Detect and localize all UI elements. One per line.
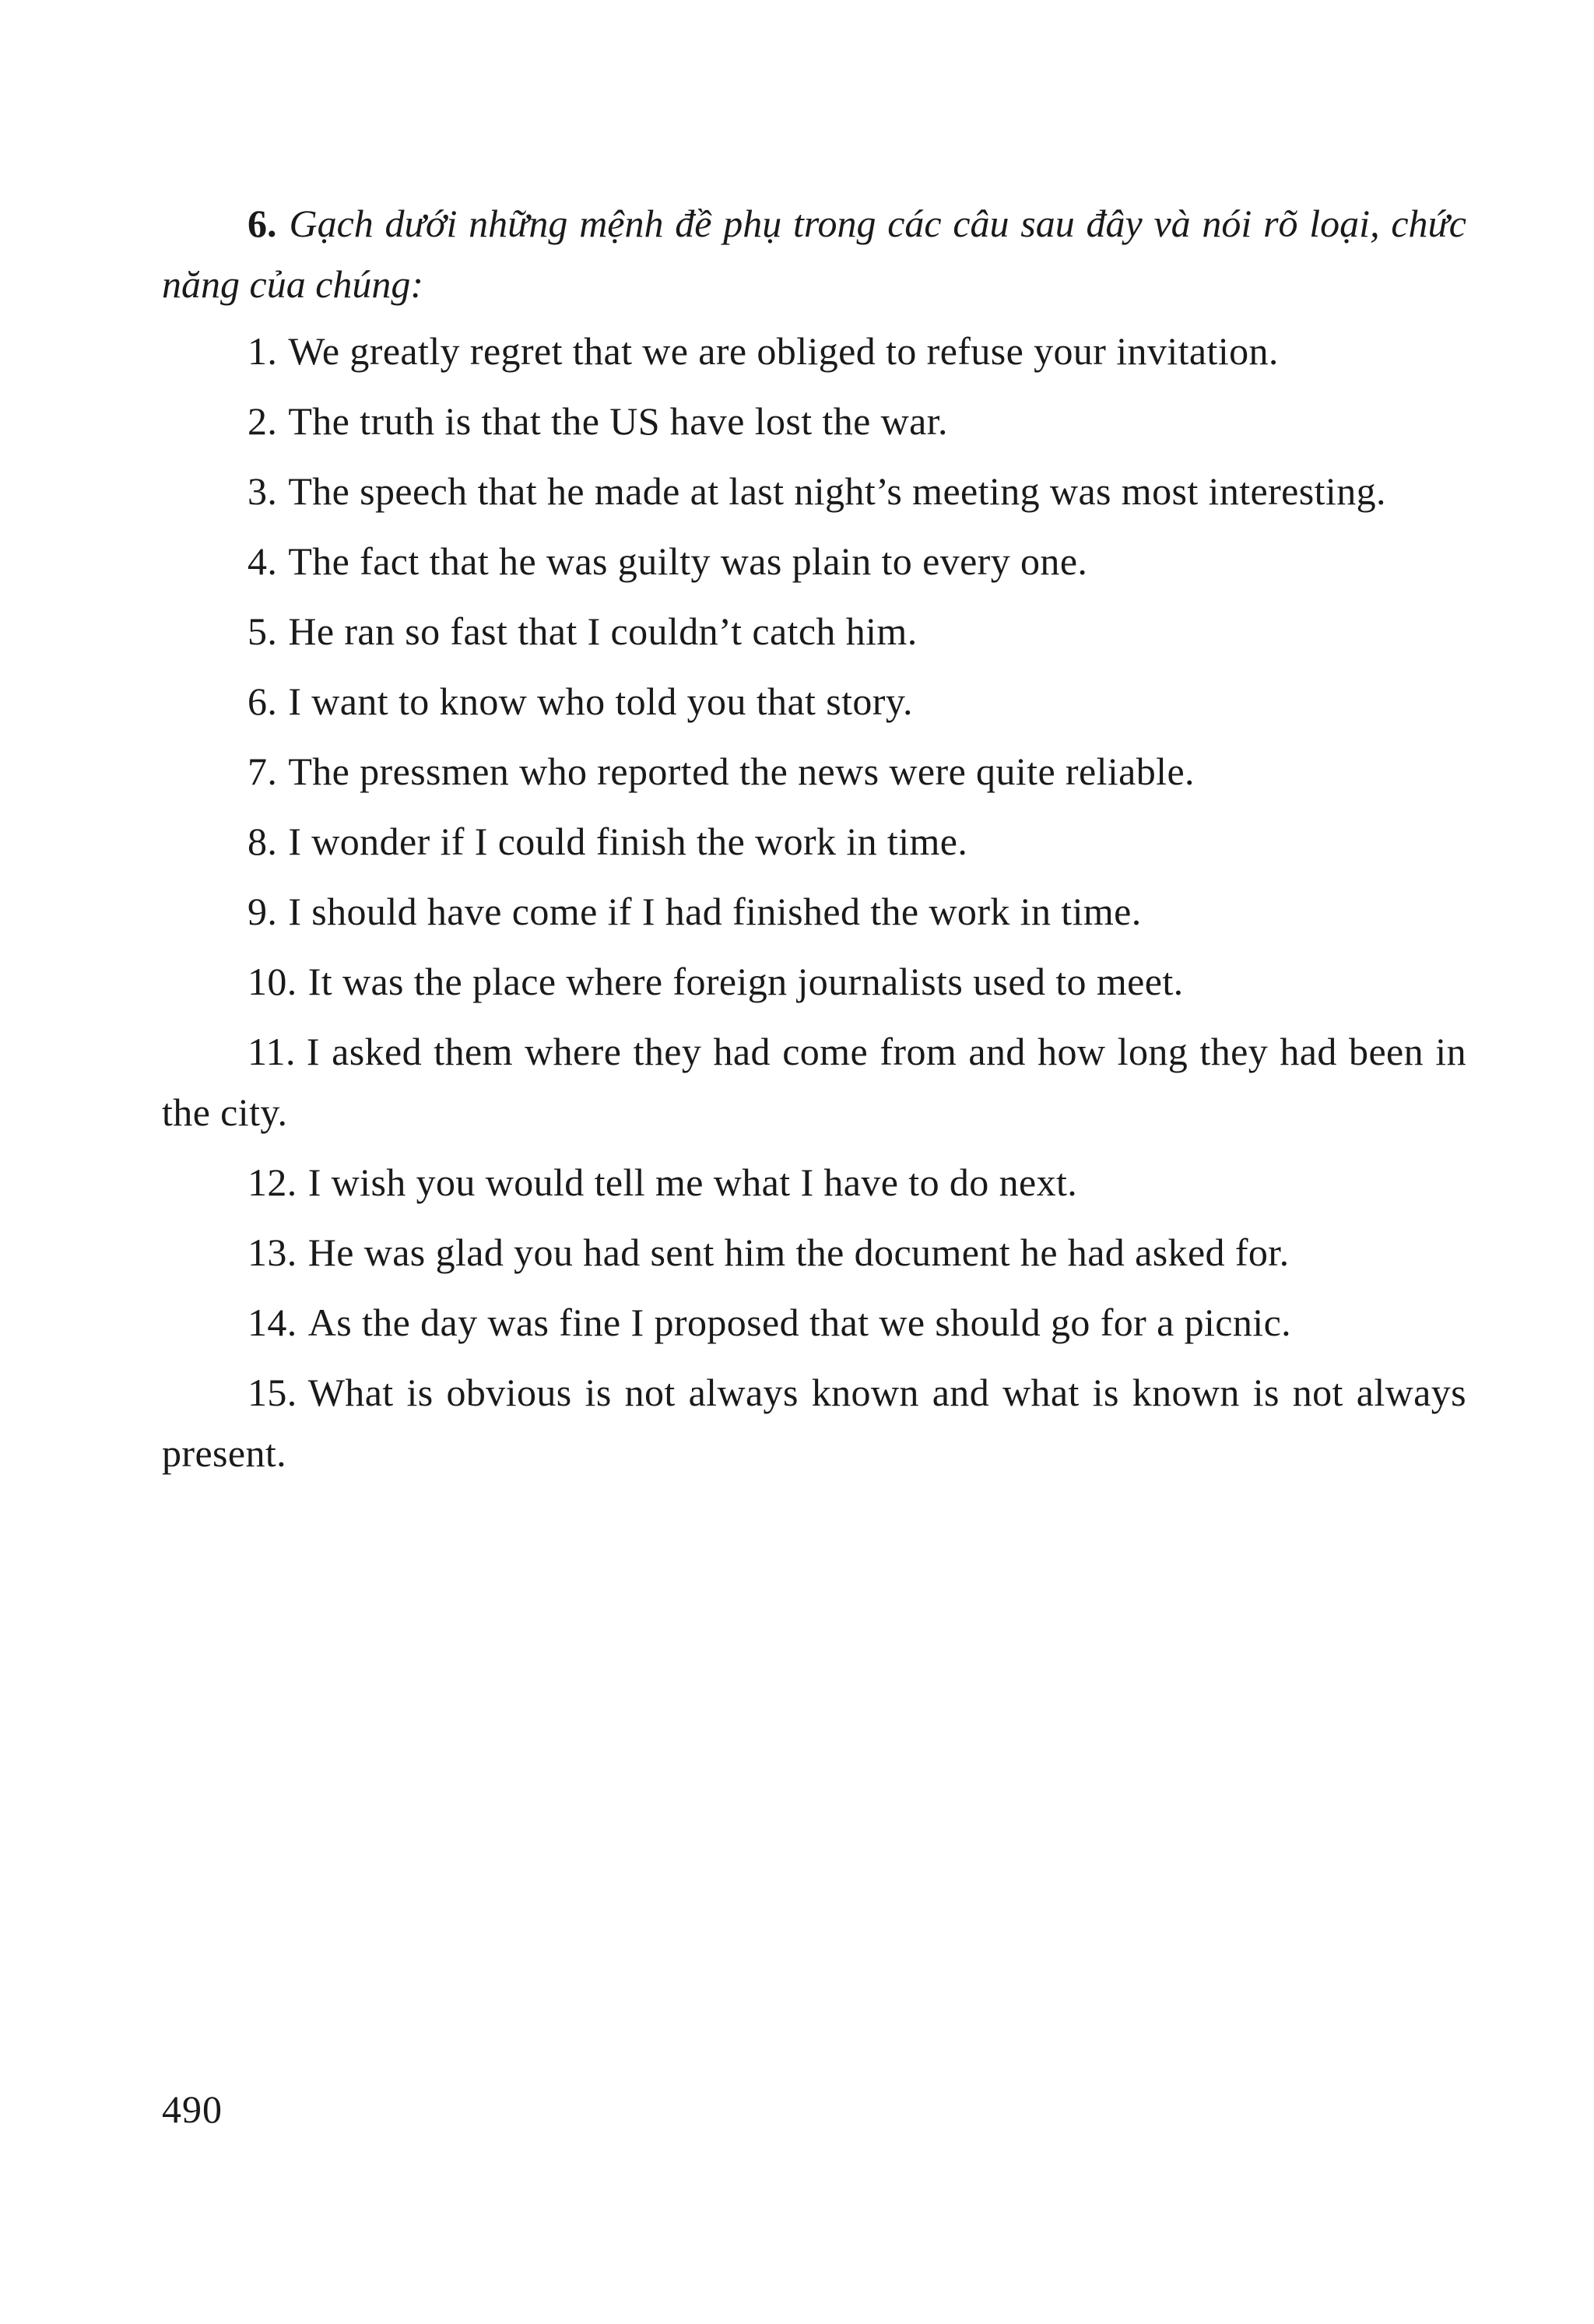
exercise-number: 6. — [248, 202, 277, 245]
sentence-item — [162, 881, 1466, 942]
sentence-text: The speech that he made at last night’s meeting was most interesting. — [288, 469, 1386, 513]
sentence-item — [162, 601, 1466, 662]
sentence-number: 11. — [248, 1030, 296, 1073]
sentence-text: The fact that he was guilty was plain to every one. — [288, 539, 1088, 583]
sentence-number: 14. — [248, 1301, 297, 1344]
sentence-item — [162, 531, 1466, 592]
sentence-item — [162, 461, 1466, 521]
sentence-number: 9. — [248, 890, 278, 933]
sentence-item — [162, 951, 1466, 1012]
sentence-item — [162, 391, 1466, 451]
sentence-number: 3. — [248, 469, 278, 513]
sentence-item — [162, 741, 1466, 802]
sentence-text: The pressmen who reported the news were quite reliable. — [288, 750, 1195, 793]
sentence-text: It was the place where foreign journalists used to meet. — [307, 960, 1184, 1003]
sentence-text: I wish you would tell me what I have to do next. — [307, 1160, 1078, 1204]
sentence-text: I should have come if I had finished the work in time. — [288, 890, 1142, 933]
exercise-instruction: Gạch dưới những mệnh đề phụ trong các câu sau đây và nói rõ loại, chức năng của chúng: — [162, 202, 1466, 306]
sentence-text: He was glad you had sent him the document he had asked for. — [307, 1230, 1290, 1274]
sentence-number: 7. — [248, 750, 278, 793]
sentence-number: 1. — [248, 329, 278, 373]
sentence-number: 2. — [248, 399, 278, 443]
sentence-text: As the day was fine I proposed that we should go for a picnic. — [307, 1301, 1292, 1344]
sentence-text: The truth is that the US have lost the war. — [288, 399, 948, 443]
sentence-item — [162, 321, 1466, 381]
sentence-text: I wonder if I could finish the work in time. — [288, 820, 968, 863]
sentence-item — [162, 671, 1466, 732]
sentence-item — [162, 1152, 1466, 1213]
sentence-text: He ran so fast that I couldn’t catch him. — [288, 609, 918, 653]
sentence-number: 5. — [248, 609, 278, 653]
sentence-item — [162, 1362, 1466, 1483]
sentence-number: 13. — [248, 1230, 297, 1274]
sentence-text: I asked them where they had come from and how long they had been in the city. — [162, 1030, 1466, 1134]
exercise-content — [162, 193, 1466, 1493]
sentence-text: I want to know who told you that story. — [288, 679, 913, 723]
sentence-item — [162, 811, 1466, 872]
sentence-text: What is obvious is not always known and what is known is not always present. — [162, 1371, 1466, 1475]
sentence-item — [162, 1292, 1466, 1353]
sentence-item — [162, 1222, 1466, 1283]
sentence-number: 15. — [248, 1371, 297, 1414]
exercise-heading — [162, 193, 1466, 314]
sentence-number: 10. — [248, 960, 297, 1003]
sentence-number: 4. — [248, 539, 278, 583]
sentence-number: 6. — [248, 679, 278, 723]
sentence-text: We greatly regret that we are obliged to refuse your invitation. — [288, 329, 1279, 373]
sentence-number: 8. — [248, 820, 278, 863]
sentence-item — [162, 1021, 1466, 1143]
page-number: 490 — [162, 2087, 223, 2131]
sentence-number: 12. — [248, 1160, 297, 1204]
